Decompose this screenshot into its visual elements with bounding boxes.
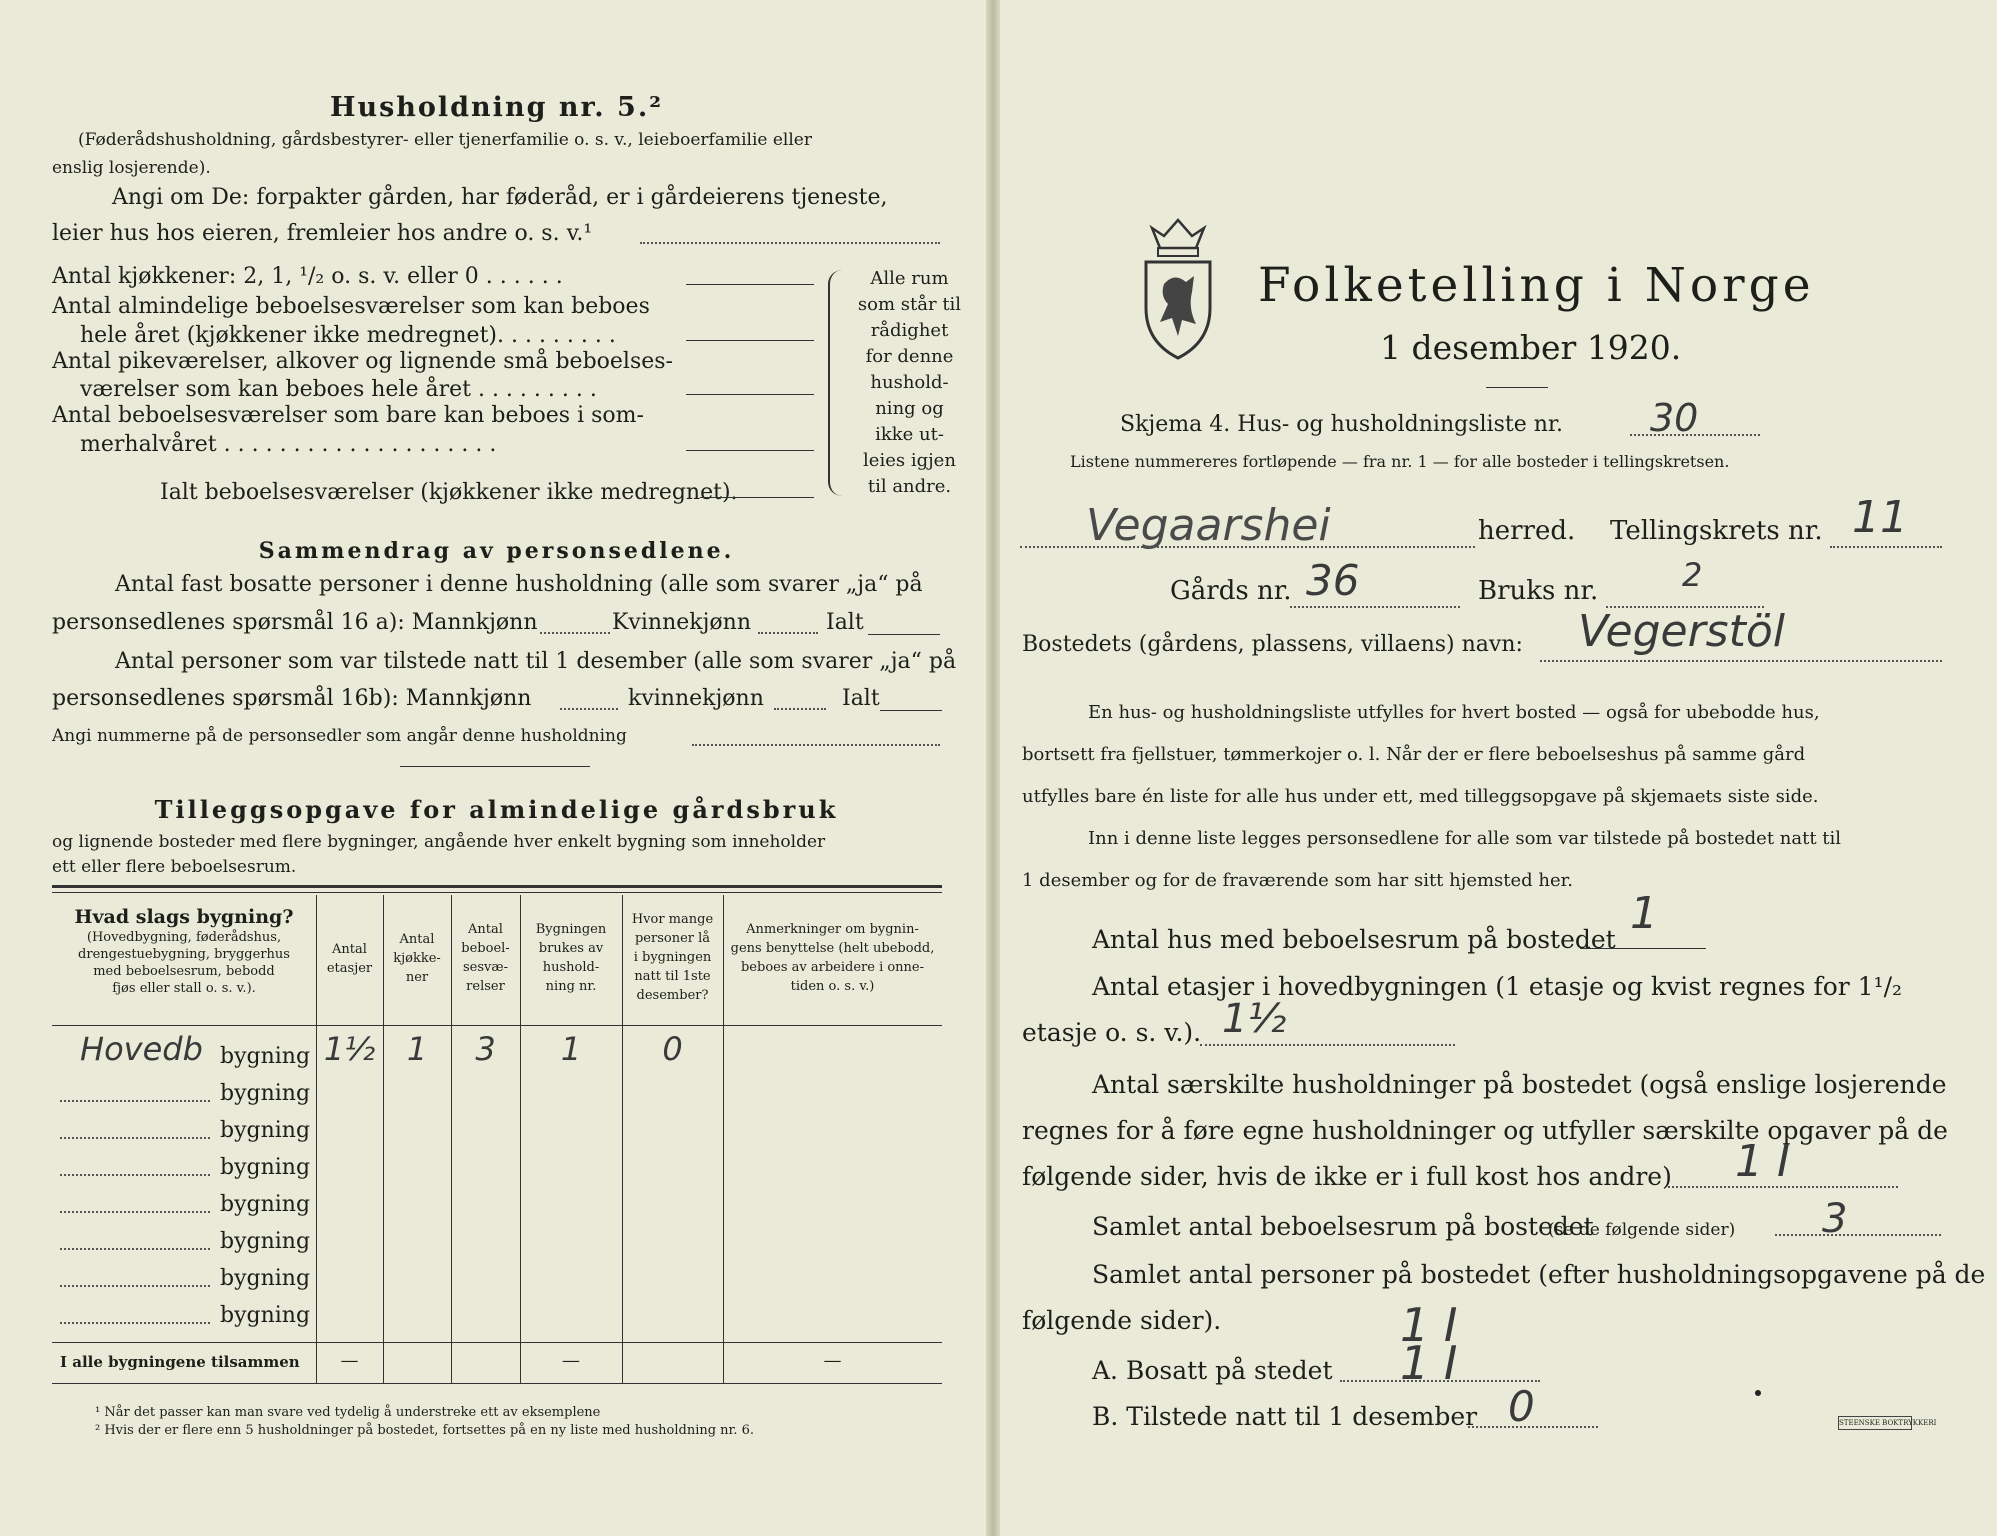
table-header-text: ning nr. <box>545 979 597 994</box>
row-label: bygning <box>220 1266 311 1291</box>
table-header-text: Hvor mange <box>631 912 714 927</box>
table-header-text: personer lå <box>634 931 711 946</box>
instruction-5: 1 desember og for de fraværende som har sitt hjemsted her. <box>1022 870 1573 891</box>
row1-etasjer: 1½ <box>323 1030 376 1068</box>
angi-dotline <box>640 242 940 244</box>
room-line-1: Antal kjøkkener: 2, 1, ¹/₂ o. s. v. eller 0 . . . . . . <box>52 264 563 289</box>
row-label: bygning <box>220 1044 311 1069</box>
summary-dotline-4 <box>774 708 826 710</box>
summary-line-3: Antal personer som var tilstede natt til 1 desember (alle som svarer „ja“ på <box>115 649 957 674</box>
row-label: bygning <box>220 1155 311 1180</box>
total-dash-etasjer: — <box>340 1350 359 1371</box>
table-header-text: Antal <box>468 922 503 937</box>
brace-note-line: hushold- <box>870 372 949 393</box>
summary-ialt-line-2 <box>880 710 942 711</box>
summary-ialt-2: Ialt <box>842 686 880 711</box>
table-header-anmerkninger <box>723 920 942 996</box>
row-dotline <box>60 1137 210 1139</box>
q-etasjer-2: etasje o. s. v.). <box>1022 1018 1202 1047</box>
summary-line-1: Antal fast bosatte personer i denne husholdning (alle som svarer „ja“ på <box>115 572 923 597</box>
room-line-4: Antal pikeværelser, alkover og lignende små beboelses- <box>52 349 673 374</box>
room-answer-line-3 <box>686 394 814 395</box>
room-answer-line-2 <box>686 340 814 341</box>
row-label: bygning <box>220 1229 311 1254</box>
table-header-text: ner <box>405 970 429 985</box>
form-date: 1 desember 1920. <box>1380 328 1682 367</box>
a-pers: 1 I <box>1400 1298 1458 1352</box>
supplement-title: Tilleggsopgave for almindelige gårdsbruk <box>154 795 839 824</box>
q-hush-2: regnes for å føre egne husholdninger og utfyller særskilte opgaver på de <box>1022 1116 1948 1145</box>
instruction-2: bortsett fra fjellstuer, tømmerkojer o. l. Når der er flere beboelseshus på samme gård <box>1022 744 1806 765</box>
row-dotline <box>60 1174 210 1176</box>
herred-value: Vegaarshei <box>1086 500 1331 551</box>
table-header-text: desember? <box>636 988 709 1003</box>
summary-dotline-1 <box>540 632 610 634</box>
table-top-rule <box>52 885 942 888</box>
q-bosatt: A. Bosatt på stedet <box>1092 1356 1333 1385</box>
table-header-kjokkener <box>383 930 451 987</box>
table-header-text: Antal <box>332 942 367 957</box>
a-hush: 1 I <box>1735 1136 1790 1187</box>
table-header-text: Hvad slags bygning? <box>74 906 294 928</box>
summary-separator <box>400 766 590 767</box>
ialt-line: Ialt beboelsesværelser (kjøkkener ikke medregnet). <box>160 480 738 505</box>
room-answer-line-1 <box>686 284 814 285</box>
angi-line-2: leier hus hos eieren, fremleier hos andre o. s. v.¹ <box>52 221 593 246</box>
brace-note-line: til andre. <box>867 476 952 497</box>
brace <box>828 270 842 496</box>
coat-of-arms-icon <box>1138 212 1218 360</box>
table-bottom-rule <box>52 1383 942 1384</box>
summary-ialt-line-1 <box>868 634 940 635</box>
ink-dot <box>1755 1390 1761 1396</box>
bruks-label: Bruks nr. <box>1478 576 1599 606</box>
angi-line-1: Angi om De: forpakter gården, har føderåd, er i gårdeierens tjeneste, <box>112 185 888 210</box>
brace-note-line: som står til <box>857 294 962 315</box>
summary-kvinne-1: Kvinnekjønn <box>612 610 751 635</box>
brace-note-line: leies igjen <box>863 450 956 471</box>
brace-note-line: for denne <box>865 346 954 367</box>
gards-label: Gårds nr. <box>1170 576 1292 606</box>
a-tilstede: 0 <box>1508 1382 1535 1431</box>
q-rum-small: (se de følgende sider) <box>1548 1220 1736 1240</box>
summary-kvinne-2: kvinnekjønn <box>628 686 764 711</box>
row-label: bygning <box>220 1081 311 1106</box>
table-header-rule <box>52 1025 942 1026</box>
printer-stamp: STEENSKE BOKTRYKKERI <box>1838 1416 1912 1430</box>
a-hush-dotline <box>1668 1186 1898 1188</box>
room-answer-line-4 <box>686 450 814 451</box>
q-hus: Antal hus med beboelsesrum på bostedet <box>1092 925 1616 954</box>
supplement-sub-1: og lignende bosteder med flere bygninger, angående hver enkelt bygning som inneholder <box>52 832 826 852</box>
summary-dotline-2 <box>758 632 818 634</box>
form-title: Folketelling i Norge <box>1258 258 1815 313</box>
table-header-text: kjøkke- <box>393 951 441 966</box>
a-hus-line <box>1580 948 1706 949</box>
summary-dotline-3 <box>560 708 618 710</box>
q-etasjer-1: Antal etasjer i hovedbygningen (1 etasje og kvist regnes for 1¹/₂ <box>1092 972 1903 1001</box>
listene-note: Listene nummereres fortløpende — fra nr. 1 — for alle bosteder i tellingskretsen. <box>1070 452 1730 471</box>
tellingskrets-dotline <box>1830 546 1942 548</box>
row1-beboelsesrum: 3 <box>475 1030 496 1068</box>
table-header-text: Bygningen <box>535 922 607 937</box>
a-hus: 1 <box>1630 888 1658 939</box>
row1-personer: 0 <box>662 1030 683 1068</box>
instruction-3: utfylles bare én liste for alle hus under ett, med tilleggsopgave på skjemaets siste side. <box>1022 786 1819 807</box>
table-header-text: (Hovedbygning, føderådshus, <box>86 930 282 945</box>
row-dotline <box>60 1285 210 1287</box>
row-dotline <box>60 1211 210 1213</box>
herred-label: herred. <box>1478 516 1576 546</box>
table-header-text: Anmerkninger om bygnin- <box>746 922 919 937</box>
table-header-beboelsesrum <box>451 920 520 996</box>
table-header-text: Antal <box>399 932 435 947</box>
bosted-dotline <box>1540 660 1942 662</box>
bruks-value: 2 <box>1682 556 1703 594</box>
a-rum: 3 <box>1822 1196 1848 1242</box>
table-header-text: gens benyttelse (helt ubebodd, <box>730 941 935 956</box>
table-header-type <box>52 905 316 997</box>
table-header-personer <box>622 910 723 1005</box>
q-rum: Samlet antal beboelsesrum på bostedet <box>1092 1212 1594 1241</box>
q-pers-1: Samlet antal personer på bostedet (efter husholdningsopgavene på de <box>1092 1260 1986 1289</box>
instruction-1: En hus- og husholdningsliste utfylles for hvert bosted — også for ubebodde hus, <box>1088 702 1820 723</box>
row-label: bygning <box>220 1303 311 1328</box>
table-header-text: tiden o. s. v.) <box>790 979 875 994</box>
herred-dotline <box>1020 546 1475 548</box>
table-header-text: sesvæ- <box>463 960 508 975</box>
room-line-2: Antal almindelige beboelsesværelser som kan beboes <box>52 294 650 319</box>
footnote-1: ¹ Når det passer kan man svare ved tydelig å understreke ett av eksemplene <box>95 1405 601 1420</box>
summary-line-2: personsedlenes spørsmål 16 a): Mannkjønn <box>52 610 538 635</box>
bosted-value: Vegerstöl <box>1578 606 1786 657</box>
brace-note-line: Alle rum <box>870 268 949 289</box>
skjema-line: Skjema 4. Hus- og husholdningsliste nr. <box>1120 412 1563 437</box>
a-rum-dotline <box>1775 1234 1941 1236</box>
summary-dotline-5 <box>692 744 940 746</box>
a-tilstede-dotline <box>1468 1426 1598 1428</box>
ialt-answer-line <box>700 497 814 498</box>
room-line-7: merhalvåret . . . . . . . . . . . . . . . . . . . . <box>80 432 497 457</box>
row-dotline <box>60 1100 210 1102</box>
skjema-dotline <box>1630 434 1760 436</box>
table-header-text: beboes av arbeidere i onne- <box>740 960 925 975</box>
room-line-6: Antal beboelsesværelser som bare kan beboes i som- <box>52 403 644 428</box>
table-header-text: relser <box>466 979 505 994</box>
summary-ialt-1: Ialt <box>826 610 864 635</box>
row-dotline <box>60 1322 210 1324</box>
total-label: I alle bygningene tilsammen <box>60 1353 300 1371</box>
brace-note <box>842 266 977 500</box>
row-label: bygning <box>220 1118 311 1143</box>
table-header-text: i bygningen <box>633 950 712 965</box>
row1-husholdning: 1 <box>560 1030 582 1068</box>
summary-line-4: personsedlenes spørsmål 16b): Mannkjønn <box>52 686 532 711</box>
brace-note-line: rådighet <box>870 320 949 341</box>
gards-dotline <box>1290 606 1460 608</box>
table-top-rule-2 <box>52 892 942 893</box>
footnote-2: ² Hvis der er flere enn 5 husholdninger på bostedet, fortsettes på en ny liste med husholdning nr. 6. <box>95 1423 755 1438</box>
tellingskrets-label: Tellingskrets nr. <box>1610 516 1823 546</box>
a-etasjer-dotline <box>1200 1044 1455 1046</box>
table-header-text: etasjer <box>326 961 373 976</box>
row1-type-handwritten: Hovedb <box>80 1030 203 1068</box>
q-hush-3: følgende sider, hvis de ikke er i full kost hos andre) <box>1022 1162 1672 1191</box>
total-dash-anmerkninger: — <box>823 1350 842 1371</box>
brace-note-line: ning og <box>875 398 944 419</box>
skjema-number: 30 <box>1650 396 1699 440</box>
a-bosatt: 1 I <box>1400 1336 1458 1390</box>
row1-kjokkener: 1 <box>406 1030 428 1068</box>
row-dotline <box>60 1248 210 1250</box>
a-etasjer: 1½ <box>1222 996 1287 1042</box>
bosted-label: Bostedets (gårdens, plassens, villaens) navn: <box>1022 632 1523 657</box>
household-subtitle-2: enslig losjerende). <box>52 158 211 178</box>
q-tilstede: B. Tilstede natt til 1 desember <box>1092 1402 1478 1431</box>
title-separator <box>1486 387 1548 388</box>
total-dash-husholdning: — <box>562 1350 580 1371</box>
summary-title: Sammendrag av personsedlene. <box>258 538 735 564</box>
left-page <box>0 0 993 1536</box>
page-fold <box>986 0 1000 1536</box>
summary-line-5: Angi nummerne på de personsedler som angår denne husholdning <box>52 726 627 746</box>
table-total-rule <box>52 1342 942 1343</box>
household-subtitle-1: (Føderådshusholdning, gårdsbestyrer- eller tjenerfamilie o. s. v., leieboerfamilie eller <box>78 130 812 150</box>
supplement-sub-2: ett eller flere beboelsesrum. <box>52 857 297 877</box>
q-hush-1: Antal særskilte husholdninger på bostedet (også enslige losjerende <box>1092 1070 1947 1099</box>
table-header-text: med beboelsesrum, bebodd <box>93 964 275 979</box>
table-header-text: brukes av <box>538 941 604 956</box>
table-header-text: natt til 1ste <box>634 969 711 984</box>
table-header-text: fjøs eller stall o. s. v.). <box>112 981 256 996</box>
row-label: bygning <box>220 1192 311 1217</box>
q-pers-2: følgende sider). <box>1022 1306 1222 1335</box>
room-line-3: hele året (kjøkkener ikke medregnet). . . . . . . . . <box>80 323 616 348</box>
room-line-5: værelser som kan beboes hele året . . . . . . . . . <box>80 377 597 402</box>
gards-value: 36 <box>1306 556 1360 605</box>
instruction-4: Inn i denne liste legges personsedlene for alle som var tilstede på bostedet natt til <box>1088 828 1842 849</box>
household-title: Husholdning nr. 5.² <box>329 92 664 123</box>
table-header-husholdning <box>520 920 622 996</box>
tellingskrets-value: 11 <box>1852 492 1908 543</box>
table-header-text: hushold- <box>542 960 600 975</box>
table-header-text: beboel- <box>461 941 510 956</box>
table-header-text: drengestuebygning, bryggerhus <box>78 947 290 962</box>
brace-note-line: ikke ut- <box>875 424 944 445</box>
table-header-etasjer <box>316 940 383 978</box>
right-page <box>1000 0 1997 1536</box>
